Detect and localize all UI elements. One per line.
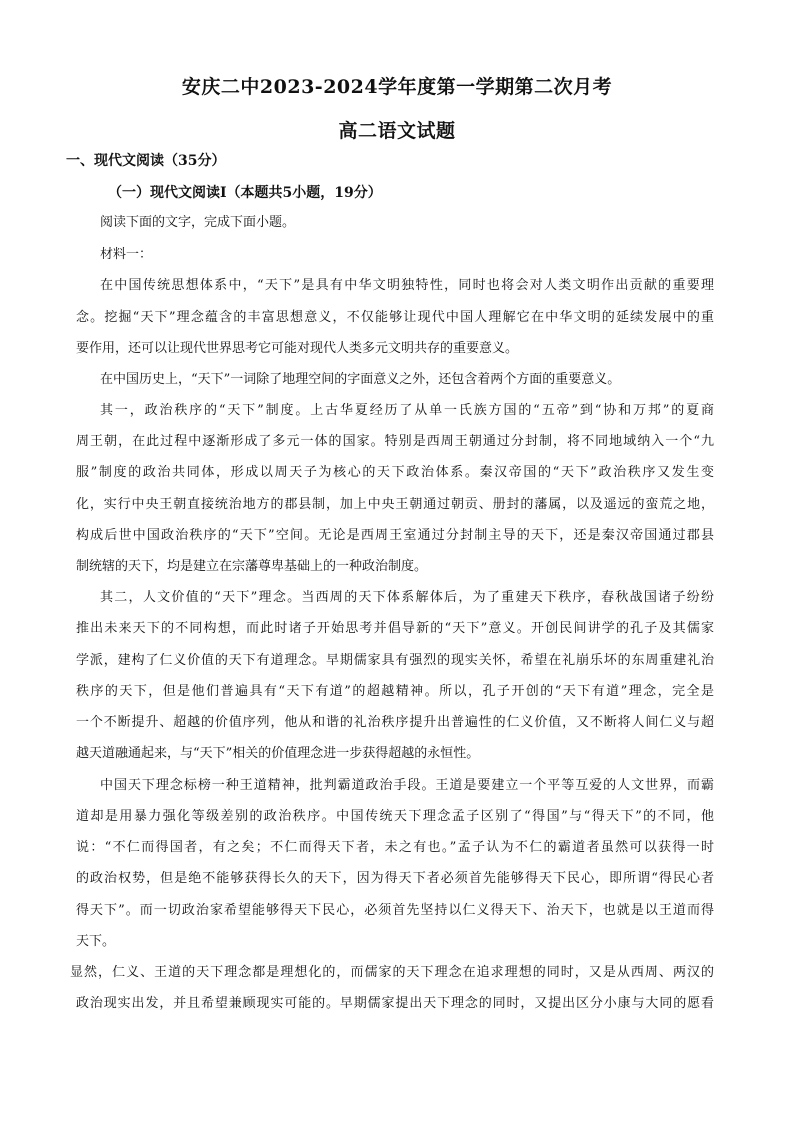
paragraph-line: 推出未来天下的不同构想，而此时诸子开始思考并倡导新的“天下”意义。开创民间讲学的孔子及其儒家: [76, 621, 714, 636]
exam-title: 安庆二中2023-2024学年度第一学期第二次月考: [181, 76, 613, 98]
paragraph-line: 道却是用暴力强化等级差别的政治秩序。中国传统天下理念孟子区别了“得国”与“得天下”的不同，他: [76, 809, 714, 824]
paragraph-line: 服”制度的政治共同体，形成以周天子为核心的天下政治体系。秦汉帝国的“天下”政治秩序又发生变: [76, 465, 714, 480]
paragraph-line: 天下。: [76, 934, 116, 949]
paragraph-line: 显然，仁义、王道的天下理念都是理想化的，而儒家的天下理念在追求理想的同时，又是从西周、两汉的: [70, 965, 714, 980]
paragraph-line: 周王朝，在此过程中逐渐形成了多元一体的国家。特别是西周王朝通过分封制，将不同地域纳入一个“九: [76, 434, 714, 449]
paragraph-line: 要作用，还可以让现代世界思考它可能对现代人类多元文明共存的重要意义。: [76, 341, 519, 356]
subsection-heading: （一）现代文阅读Ⅰ（本题共5小题，19分）: [108, 185, 382, 201]
paragraph-line: 在中国传统思想体系中，“天下”是具有中华文明独特性，同时也将会对人类文明作出贡献的重要理: [100, 278, 714, 293]
instructions-text: 阅读下面的文字，完成下面小题。: [100, 215, 296, 230]
paragraph-line: 一个不断提升、超越的价值序列，他从和谐的礼治秩序提升出普遍性的仁义价值，又不断将人间仁义与超: [76, 715, 714, 730]
paragraph-line: 化，实行中央王朝直接统治地方的郡县制，加上中央王朝通过朝贡、册封的藩属，以及遥远的蛮荒之地，: [76, 497, 714, 512]
paragraph-line: 秩序的天下，但是他们普遍具有“天下有道”的超越精神。所以，孔子开创的“天下有道”理念，完全是: [76, 684, 714, 699]
paragraph-line: 其二，人文价值的“天下”理念。当西周的天下体系解体后，为了重建天下秩序，春秋战国诸子纷纷: [100, 590, 714, 605]
paragraph-line: 制统辖的天下，均是建立在宗藩尊卑基础上的一种政治制度。: [76, 559, 428, 574]
paragraph-line: 念。挖掘“天下”理念蕴含的丰富思想意义，不仅能够让现代中国人理解它在中华文明的延续发展中的重: [76, 310, 714, 325]
paragraph-line: 说：“不仁而得国者，有之矣；不仁而得天下者，未之有也。”孟子认为不仁的霸道者虽然可以获得一时: [76, 840, 714, 855]
paragraph-line: 学派，建构了仁义价值的天下有道理念。早期儒家具有强烈的现实关怀，希望在礼崩乐坏的东周重建礼治: [76, 653, 714, 668]
paragraph-line: 中国天下理念标榜一种王道精神，批判霸道政治手段。王道是要建立一个平等互爱的人文世界，而霸: [100, 778, 714, 793]
paragraph-line: 的政治权势，但是绝不能够获得长久的天下，因为得天下者必须首先能够得天下民心，即所谓“得民心者: [76, 871, 714, 886]
paragraph-line: 政治现实出发，并且希望兼顾现实可能的。早期儒家提出天下理念的同时，又提出区分小康与大同的愿看: [76, 996, 714, 1011]
paragraph-line: 得天下”。而一切政治家希望能够得天下民心，必须首先坚持以仁义得天下、治天下，也就是以王道而得: [76, 903, 714, 918]
paragraph-line: 构成后世中国政治秩序的“天下”空间。无论是西周王室通过分封制主导的天下，还是秦汉帝国通过郡县: [76, 528, 714, 543]
paragraph-line: 在中国历史上，“天下”一词除了地理空间的字面意义之外，还包含着两个方面的重要意义。: [100, 372, 621, 387]
paragraph-line: 越天道融通起来，与“天下”相关的价值理念进一步获得超越的永恒性。: [76, 746, 480, 761]
paragraph-line: 其一，政治秩序的“天下”制度。上古华夏经历了从单一氏族方国的“五帝”到“协和万邦”的夏商: [100, 403, 714, 418]
section-heading: 一、现代文阅读（35分）: [66, 153, 226, 169]
material-label: 材料一：: [100, 247, 153, 262]
exam-subtitle: 高二语文试题: [338, 120, 456, 142]
